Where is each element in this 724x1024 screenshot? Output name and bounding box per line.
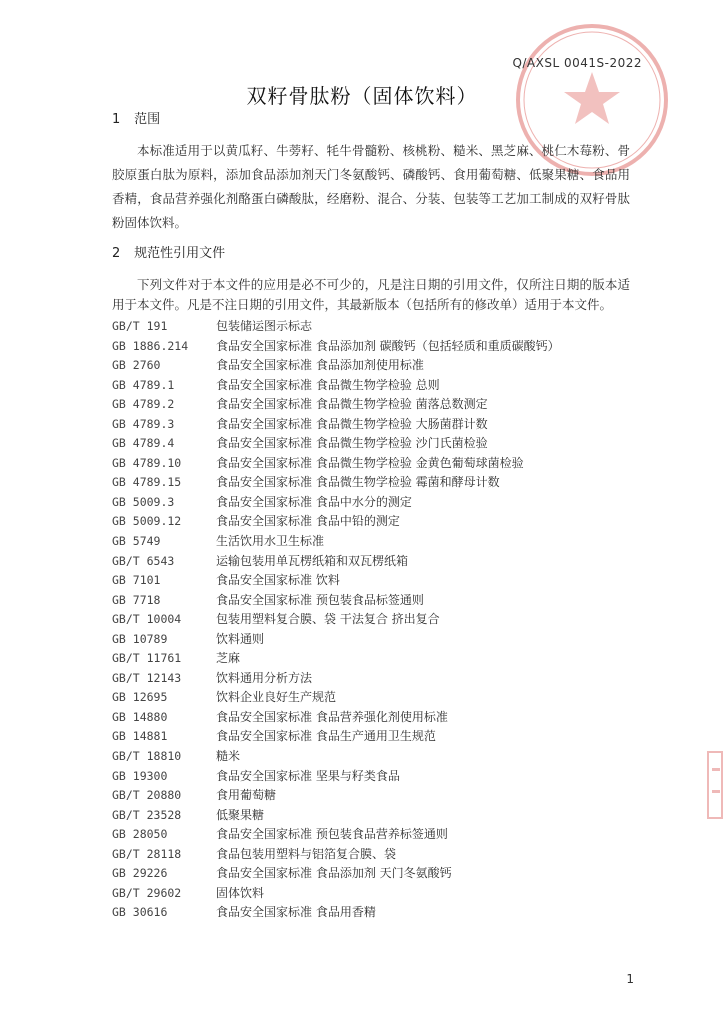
reference-code: GB/T 23528 <box>112 807 182 822</box>
reference-row <box>112 727 632 747</box>
section-1-heading <box>112 108 160 127</box>
reference-title: 食品安全国家标准 食品用香精 <box>216 905 376 920</box>
reference-code: GB 10789 <box>112 631 168 646</box>
reference-row <box>112 845 632 865</box>
reference-row <box>112 864 632 884</box>
reference-code: GB 2760 <box>112 358 161 373</box>
reference-row <box>112 376 632 396</box>
reference-code: GB/T 28118 <box>112 846 182 861</box>
reference-title: 食品安全国家标准 食品生产通用卫生规范 <box>216 729 436 744</box>
reference-code: GB/T 10004 <box>112 612 182 627</box>
reference-row <box>112 649 632 669</box>
reference-title: 低聚果糖 <box>216 807 265 822</box>
section-2-paragraph: 下列文件对于本文件的应用是必不可少的，凡是注日期的引用文件，仅所注日期的版本适用于本文件。凡是不注日期的引用文件，其最新版本（包括所有的修改单）适用于本文件。 <box>112 277 630 312</box>
reference-code: GB 4789.3 <box>112 416 175 431</box>
reference-code: GB 19300 <box>112 768 168 783</box>
reference-row <box>112 610 632 630</box>
standard-number: Q/AXSL 0041S-2022 <box>512 56 642 70</box>
reference-title: 饮料通用分析方法 <box>216 670 313 685</box>
reference-title: 糙米 <box>216 749 241 764</box>
reference-code: GB 28050 <box>112 827 168 842</box>
section-1-number: 1 <box>112 112 121 127</box>
reference-code: GB 7101 <box>112 573 161 588</box>
document-title: 双籽骨肽粉（固体饮料） <box>246 84 478 108</box>
reference-row <box>112 415 632 435</box>
page-number: 1 <box>626 972 634 986</box>
reference-row <box>112 747 632 767</box>
reference-row <box>112 473 632 493</box>
reference-code: GB 4789.1 <box>112 377 175 392</box>
reference-code: GB 4789.15 <box>112 475 182 490</box>
reference-title: 食品安全国家标准 预包装食品标签通则 <box>216 592 424 607</box>
reference-title: 食用葡萄糖 <box>216 788 277 803</box>
reference-code: GB/T 6543 <box>112 553 175 568</box>
reference-code: GB 5009.12 <box>112 514 182 529</box>
reference-code: GB/T 20880 <box>112 788 182 803</box>
reference-row <box>112 884 632 904</box>
reference-code: GB 29226 <box>112 866 168 881</box>
reference-code: GB 7718 <box>112 592 161 607</box>
edge-stamp-icon <box>706 750 724 820</box>
reference-title: 生活饮用水卫生标准 <box>216 534 325 549</box>
reference-code: GB 12695 <box>112 690 168 705</box>
reference-code: GB/T 11761 <box>112 651 182 666</box>
reference-row <box>112 708 632 728</box>
reference-code: GB 14881 <box>112 729 168 744</box>
section-2-heading <box>112 242 225 261</box>
reference-row <box>112 512 632 532</box>
section-1-paragraph: 本标准适用于以黄瓜籽、牛蒡籽、牦牛骨髓粉、核桃粉、糙米、黑芝麻、桃仁木莓粉、骨胶原蛋白肽为原料，添加食品添加剂天门冬氨酸钙、磷酸钙、食用葡萄糖、低聚果糖、食品用香精，食品营养强化剂酪蛋白磷酸肽，经磨粉、混合、分装、包装等工艺加工制成的双籽骨肽粉固体饮料。 <box>112 143 630 230</box>
reference-code: GB 5009.3 <box>112 494 175 509</box>
reference-row <box>112 825 632 845</box>
reference-row <box>112 493 632 513</box>
reference-title: 食品安全国家标准 食品微生物学检验 霉菌和酵母计数 <box>216 475 500 490</box>
reference-title: 食品安全国家标准 食品微生物学检验 总则 <box>216 377 440 392</box>
reference-list <box>112 317 632 923</box>
reference-code: GB/T 12143 <box>112 670 182 685</box>
reference-row <box>112 903 632 923</box>
reference-title: 包装用塑料复合膜、袋 干法复合 挤出复合 <box>216 612 440 627</box>
reference-title: 食品包装用塑料与铝箔复合膜、袋 <box>216 846 397 861</box>
reference-row <box>112 434 632 454</box>
reference-title: 芝麻 <box>216 651 241 666</box>
reference-row <box>112 630 632 650</box>
reference-title: 食品安全国家标准 食品添加剂使用标准 <box>216 358 424 373</box>
reference-code: GB 14880 <box>112 709 168 724</box>
reference-title: 食品安全国家标准 饮料 <box>216 573 340 588</box>
reference-code: GB 4789.4 <box>112 436 175 451</box>
reference-row <box>112 552 632 572</box>
reference-title: 食品安全国家标准 食品中铅的测定 <box>216 514 400 529</box>
reference-code: GB/T 29602 <box>112 885 182 900</box>
reference-code: GB 5749 <box>112 534 161 549</box>
reference-title: 食品安全国家标准 食品微生物学检验 金黄色葡萄球菌检验 <box>216 455 524 470</box>
reference-row <box>112 395 632 415</box>
reference-code: GB 1886.214 <box>112 338 189 353</box>
reference-title: 食品安全国家标准 坚果与籽类食品 <box>216 768 400 783</box>
reference-row <box>112 532 632 552</box>
section-1-title: 范围 <box>134 112 161 127</box>
reference-title: 包装储运图示标志 <box>216 319 313 333</box>
reference-code: GB 30616 <box>112 905 168 920</box>
reference-title: 食品安全国家标准 食品中水分的测定 <box>216 494 412 509</box>
reference-title: 食品安全国家标准 食品微生物学检验 大肠菌群计数 <box>216 416 488 431</box>
reference-title: 固体饮料 <box>216 885 265 900</box>
reference-code: GB 4789.2 <box>112 397 175 412</box>
reference-title: 饮料企业良好生产规范 <box>216 690 337 705</box>
reference-title: 食品安全国家标准 预包装食品营养标签通则 <box>216 827 448 842</box>
reference-row <box>112 356 632 376</box>
reference-title: 食品安全国家标准 食品营养强化剂使用标准 <box>216 709 448 724</box>
reference-row <box>112 591 632 611</box>
reference-title: 食品安全国家标准 食品微生物学检验 菌落总数测定 <box>216 397 488 412</box>
section-2-title: 规范性引用文件 <box>134 246 226 261</box>
reference-title: 食品安全国家标准 食品添加剂 天门冬氨酸钙 <box>216 866 452 881</box>
reference-code: GB/T 18810 <box>112 749 182 764</box>
reference-row <box>112 337 632 357</box>
reference-row <box>112 317 632 337</box>
reference-row <box>112 688 632 708</box>
reference-title: 食品安全国家标准 食品微生物学检验 沙门氏菌检验 <box>216 436 488 451</box>
reference-row <box>112 767 632 787</box>
reference-title: 饮料通则 <box>216 631 265 646</box>
reference-row <box>112 806 632 826</box>
reference-row <box>112 454 632 474</box>
reference-code: GB/T 191 <box>112 319 168 333</box>
reference-title: 食品安全国家标准 食品添加剂 碳酸钙（包括轻质和重质碳酸钙） <box>216 338 560 353</box>
section-2-number: 2 <box>112 246 121 261</box>
reference-row <box>112 571 632 591</box>
reference-title: 运输包装用单瓦楞纸箱和双瓦楞纸箱 <box>216 553 409 568</box>
reference-row <box>112 669 632 689</box>
reference-row <box>112 786 632 806</box>
reference-code: GB 4789.10 <box>112 455 182 470</box>
